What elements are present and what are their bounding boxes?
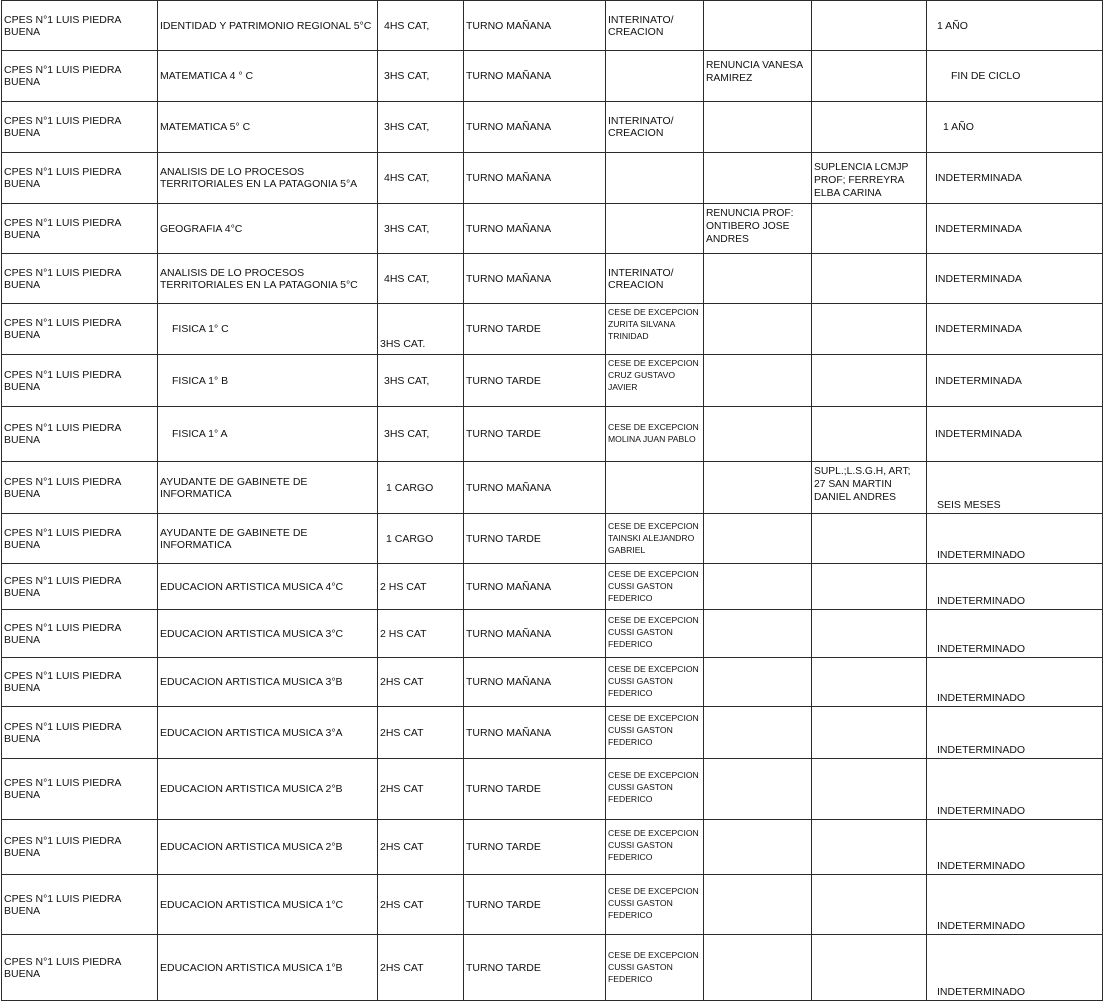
shift-cell: TURNO TARDE [464, 820, 606, 875]
school-cell: CPES N°1 LUIS PIEDRA BUENA [2, 1, 158, 51]
subject-cell: FISICA 1° A [158, 407, 378, 462]
reason-cell: CESE DE EXCEPCION CUSSI GASTON FEDERICO [606, 658, 704, 707]
note-cell [704, 564, 812, 610]
reason-cell: CESE DE EXCEPCION CUSSI GASTON FEDERICO [606, 564, 704, 610]
school-cell: CPES N°1 LUIS PIEDRA BUENA [2, 51, 158, 102]
duration-cell: INDETERMINADA [927, 355, 1103, 407]
note-cell [704, 102, 812, 153]
note-cell [704, 254, 812, 304]
school-cell: CPES N°1 LUIS PIEDRA BUENA [2, 935, 158, 1001]
note-cell [812, 355, 927, 407]
shift-cell: TURNO TARDE [464, 875, 606, 935]
hours-cell: 2HS CAT [378, 759, 464, 820]
shift-cell: TURNO TARDE [464, 759, 606, 820]
note-cell [704, 820, 812, 875]
table-row [2, 355, 1103, 407]
reason-cell [606, 462, 704, 514]
note-cell [704, 462, 812, 514]
table-row [2, 658, 1103, 707]
hours-cell: 3HS CAT, [378, 204, 464, 254]
note-cell [704, 514, 812, 564]
duration-cell: SEIS MESES [927, 462, 1103, 514]
reason-cell: CESE DE EXCEPCION CUSSI GASTON FEDERICO [606, 820, 704, 875]
hours-cell: 3HS CAT, [378, 355, 464, 407]
note-cell [812, 564, 927, 610]
hours-cell: 2HS CAT [378, 935, 464, 1001]
hours-cell: 2HS CAT [378, 875, 464, 935]
duration-cell: INDETERMINADO [927, 610, 1103, 658]
note-cell [812, 51, 927, 102]
note-cell [812, 875, 927, 935]
school-cell: CPES N°1 LUIS PIEDRA BUENA [2, 707, 158, 759]
hours-cell: 2 HS CAT [378, 610, 464, 658]
note-cell [812, 707, 927, 759]
shift-cell: TURNO TARDE [464, 514, 606, 564]
table-row [2, 462, 1103, 514]
note-cell [704, 707, 812, 759]
reason-cell: INTERINATO/ CREACION [606, 254, 704, 304]
reason-cell: CESE DE EXCEPCION CUSSI GASTON FEDERICO [606, 935, 704, 1001]
hours-cell: 3HS CAT, [378, 51, 464, 102]
note-cell: RENUNCIA PROF: ONTIBERO JOSE ANDRES [704, 204, 812, 254]
shift-cell: TURNO TARDE [464, 935, 606, 1001]
reason-cell: INTERINATO/ CREACION [606, 1, 704, 51]
table-row [2, 102, 1103, 153]
duration-cell: INDETERMINADA [927, 204, 1103, 254]
shift-cell: TURNO TARDE [464, 355, 606, 407]
subject-cell: EDUCACION ARTISTICA MUSICA 3°C [158, 610, 378, 658]
table-row [2, 204, 1103, 254]
subject-cell: EDUCACION ARTISTICA MUSICA 3°B [158, 658, 378, 707]
note-cell [704, 304, 812, 355]
subject-cell: EDUCACION ARTISTICA MUSICA 2°B [158, 820, 378, 875]
table-row [2, 1, 1103, 51]
note-cell [704, 1, 812, 51]
duration-cell: INDETERMINADO [927, 875, 1103, 935]
note-cell [704, 935, 812, 1001]
note-cell [812, 610, 927, 658]
subject-cell: FISICA 1° B [158, 355, 378, 407]
school-cell: CPES N°1 LUIS PIEDRA BUENA [2, 355, 158, 407]
school-cell: CPES N°1 LUIS PIEDRA BUENA [2, 564, 158, 610]
table-body [2, 1, 1103, 1001]
duration-cell: INDETERMINADO [927, 658, 1103, 707]
shift-cell: TURNO MAÑANA [464, 153, 606, 204]
school-cell: CPES N°1 LUIS PIEDRA BUENA [2, 875, 158, 935]
note-cell [704, 759, 812, 820]
table-row [2, 610, 1103, 658]
subject-cell: EDUCACION ARTISTICA MUSICA 3°A [158, 707, 378, 759]
school-cell: CPES N°1 LUIS PIEDRA BUENA [2, 153, 158, 204]
reason-cell: CESE DE EXCEPCION TAINSKI ALEJANDRO GABRIEL [606, 514, 704, 564]
school-cell: CPES N°1 LUIS PIEDRA BUENA [2, 610, 158, 658]
table-row [2, 935, 1103, 1001]
duration-cell: INDETERMINADO [927, 935, 1103, 1001]
duration-cell: INDETERMINADA [927, 254, 1103, 304]
note-cell [812, 204, 927, 254]
shift-cell: TURNO MAÑANA [464, 1, 606, 51]
shift-cell: TURNO MAÑANA [464, 462, 606, 514]
duration-cell: INDETERMINADO [927, 707, 1103, 759]
school-cell: CPES N°1 LUIS PIEDRA BUENA [2, 304, 158, 355]
duration-cell: FIN DE CICLO [927, 51, 1103, 102]
note-cell [812, 759, 927, 820]
note-cell [704, 407, 812, 462]
duration-cell: 1 AÑO [927, 1, 1103, 51]
note-cell [812, 935, 927, 1001]
table-row [2, 51, 1103, 102]
school-cell: CPES N°1 LUIS PIEDRA BUENA [2, 820, 158, 875]
school-cell: CPES N°1 LUIS PIEDRA BUENA [2, 407, 158, 462]
hours-cell: 3HS CAT, [378, 407, 464, 462]
table-row [2, 304, 1103, 355]
duration-cell: INDETERMINADA [927, 153, 1103, 204]
subject-cell: EDUCACION ARTISTICA MUSICA 1°C [158, 875, 378, 935]
table-row [2, 153, 1103, 204]
subject-cell: GEOGRAFIA 4°C [158, 204, 378, 254]
hours-cell: 4HS CAT, [378, 254, 464, 304]
table-row [2, 564, 1103, 610]
note-cell [704, 610, 812, 658]
subject-cell: ANALISIS DE LO PROCESOS TERRITORIALES EN LA PATAGONIA 5°C [158, 254, 378, 304]
note-cell [812, 304, 927, 355]
school-cell: CPES N°1 LUIS PIEDRA BUENA [2, 514, 158, 564]
shift-cell: TURNO MAÑANA [464, 51, 606, 102]
subject-cell: EDUCACION ARTISTICA MUSICA 4°C [158, 564, 378, 610]
hours-cell: 2HS CAT [378, 707, 464, 759]
subject-cell: ANALISIS DE LO PROCESOS TERRITORIALES EN LA PATAGONIA 5°A [158, 153, 378, 204]
reason-cell: CESE DE EXCEPCION ZURITA SILVANA TRINIDAD [606, 304, 704, 355]
duration-cell: INDETERMINADA [927, 304, 1103, 355]
reason-cell: CESE DE EXCEPCION CRUZ GUSTAVO JAVIER [606, 355, 704, 407]
reason-cell: CESE DE EXCEPCION MOLINA JUAN PABLO [606, 407, 704, 462]
note-cell [704, 658, 812, 707]
shift-cell: TURNO MAÑANA [464, 102, 606, 153]
school-cell: CPES N°1 LUIS PIEDRA BUENA [2, 759, 158, 820]
note-cell [812, 407, 927, 462]
subject-cell: MATEMATICA 5° C [158, 102, 378, 153]
subject-cell: EDUCACION ARTISTICA MUSICA 2°B [158, 759, 378, 820]
subject-cell: MATEMATICA 4 ° C [158, 51, 378, 102]
duration-cell: INDETERMINADO [927, 514, 1103, 564]
reason-cell: CESE DE EXCEPCION CUSSI GASTON FEDERICO [606, 759, 704, 820]
reason-cell: CESE DE EXCEPCION CUSSI GASTON FEDERICO [606, 610, 704, 658]
subject-cell: AYUDANTE DE GABINETE DE INFORMATICA [158, 514, 378, 564]
note-cell: RENUNCIA VANESA RAMIREZ [704, 51, 812, 102]
table-row [2, 514, 1103, 564]
duration-cell: INDETERMINADO [927, 759, 1103, 820]
table-row [2, 707, 1103, 759]
duration-cell: INDETERMINADA [927, 407, 1103, 462]
reason-cell [606, 51, 704, 102]
note-cell [812, 514, 927, 564]
shift-cell: TURNO MAÑANA [464, 707, 606, 759]
hours-cell: 3HS CAT. [378, 304, 464, 355]
hours-cell: 3HS CAT, [378, 102, 464, 153]
school-cell: CPES N°1 LUIS PIEDRA BUENA [2, 204, 158, 254]
subject-cell: EDUCACION ARTISTICA MUSICA 1°B [158, 935, 378, 1001]
reason-cell [606, 153, 704, 204]
note-cell [812, 1, 927, 51]
duration-cell: INDETERMINADO [927, 564, 1103, 610]
note-cell [704, 355, 812, 407]
vacancies-table [1, 0, 1103, 1001]
shift-cell: TURNO TARDE [464, 407, 606, 462]
reason-cell: CESE DE EXCEPCION CUSSI GASTON FEDERICO [606, 875, 704, 935]
note-cell [812, 254, 927, 304]
school-cell: CPES N°1 LUIS PIEDRA BUENA [2, 102, 158, 153]
reason-cell: INTERINATO/ CREACION [606, 102, 704, 153]
hours-cell: 2HS CAT [378, 820, 464, 875]
table-row [2, 407, 1103, 462]
shift-cell: TURNO TARDE [464, 304, 606, 355]
school-cell: CPES N°1 LUIS PIEDRA BUENA [2, 658, 158, 707]
subject-cell: IDENTIDAD Y PATRIMONIO REGIONAL 5°C [158, 1, 378, 51]
school-cell: CPES N°1 LUIS PIEDRA BUENA [2, 462, 158, 514]
shift-cell: TURNO MAÑANA [464, 564, 606, 610]
subject-cell: AYUDANTE DE GABINETE DE INFORMATICA [158, 462, 378, 514]
table-row [2, 820, 1103, 875]
note-cell [812, 820, 927, 875]
table-row [2, 759, 1103, 820]
reason-cell [606, 204, 704, 254]
shift-cell: TURNO MAÑANA [464, 610, 606, 658]
hours-cell: 4HS CAT, [378, 1, 464, 51]
reason-cell: CESE DE EXCEPCION CUSSI GASTON FEDERICO [606, 707, 704, 759]
note-cell: SUPLENCIA LCMJP PROF; FERREYRA ELBA CARINA [812, 153, 927, 204]
school-cell: CPES N°1 LUIS PIEDRA BUENA [2, 254, 158, 304]
table-row [2, 254, 1103, 304]
subject-cell: FISICA 1° C [158, 304, 378, 355]
table-row [2, 875, 1103, 935]
hours-cell: 1 CARGO [378, 462, 464, 514]
duration-cell: INDETERMINADO [927, 820, 1103, 875]
hours-cell: 2 HS CAT [378, 564, 464, 610]
note-cell [812, 658, 927, 707]
hours-cell: 1 CARGO [378, 514, 464, 564]
hours-cell: 4HS CAT, [378, 153, 464, 204]
duration-cell: 1 AÑO [927, 102, 1103, 153]
shift-cell: TURNO MAÑANA [464, 658, 606, 707]
note-cell: SUPL.;L.S.G.H, ART; 27 SAN MARTIN DANIEL ANDRES [812, 462, 927, 514]
hours-cell: 2HS CAT [378, 658, 464, 707]
shift-cell: TURNO MAÑANA [464, 204, 606, 254]
note-cell [704, 153, 812, 204]
note-cell [704, 875, 812, 935]
shift-cell: TURNO MAÑANA [464, 254, 606, 304]
note-cell [812, 102, 927, 153]
